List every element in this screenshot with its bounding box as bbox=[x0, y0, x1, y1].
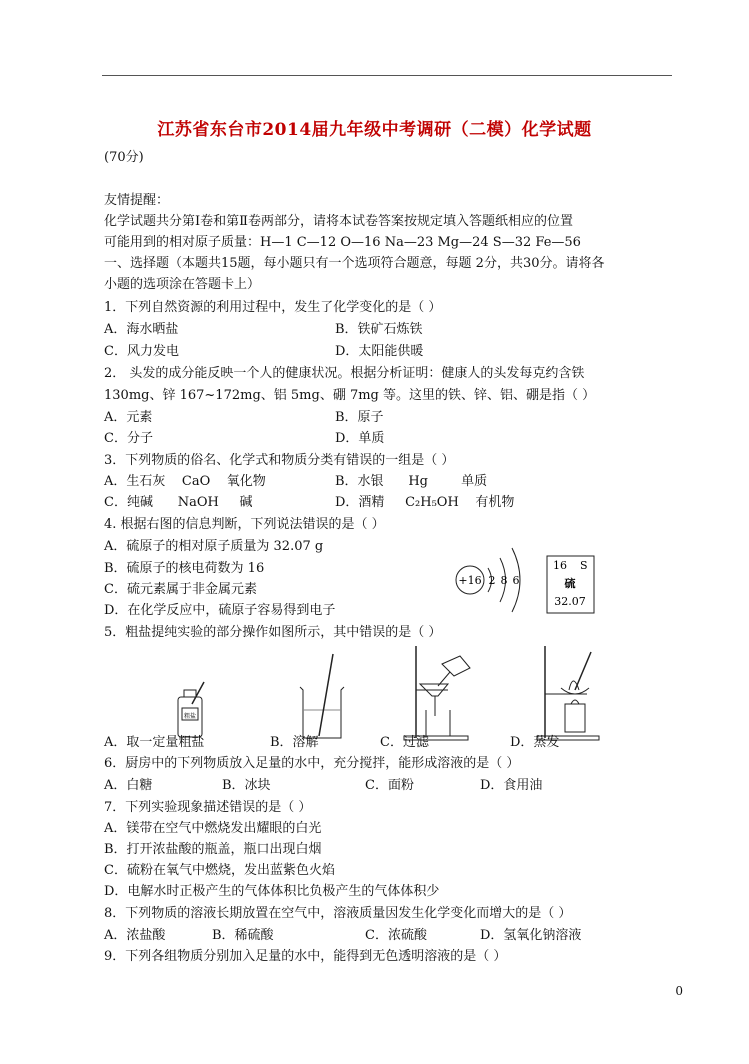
q7-option-c: C．硫粉在氧气中燃烧，发出蓝紫色火焰 bbox=[104, 863, 335, 878]
q6-stem: 6．厨房中的下列物质放入足量的水中，充分搅拌，能形成溶液的是（ ） bbox=[104, 756, 520, 771]
q5-option-b: B．溶解 bbox=[270, 735, 319, 750]
q5-stem: 5．粗盐提纯实验的部分操作如图所示，其中错误的是（ ） bbox=[104, 625, 442, 640]
card-symbol: S bbox=[580, 559, 588, 572]
q7-option-b: B．打开浓盐酸的瓶盖，瓶口出现白烟 bbox=[104, 842, 322, 857]
q3-option-c: C．纯碱 NaOH 碱 bbox=[104, 495, 253, 510]
q5-option-a: A．取一定量粗盐 bbox=[104, 735, 205, 750]
shell-2-electrons: 8 bbox=[500, 574, 508, 587]
q8-option-d: D．氢氧化钠溶液 bbox=[480, 928, 582, 943]
q9-stem: 9．下列各组物质分别加入足量的水中，能得到无色透明溶液的是（ ） bbox=[104, 949, 507, 964]
q3-stem: 3．下列物质的俗名、化学式和物质分类有错误的一组是（ ） bbox=[104, 453, 455, 468]
apparatus-evaporate bbox=[535, 642, 605, 742]
q5-option-d: D．蒸发 bbox=[510, 735, 560, 750]
q7-stem: 7．下列实验现象描述错误的是（ ） bbox=[104, 800, 312, 815]
apparatus-take-salt bbox=[170, 680, 215, 740]
card-atomic-number: 16 bbox=[553, 559, 567, 572]
tip-line-2: 可能用到的相对原子质量：H—1 C—12 O—16 Na—23 Mg—24 S—32 Fe—56 bbox=[104, 235, 581, 250]
q2-option-d: D．单质 bbox=[335, 431, 385, 446]
card-name: 硫 bbox=[564, 577, 576, 590]
q3-option-b: B．水银 Hg 单质 bbox=[335, 474, 488, 489]
q8-stem: 8．下列物质的溶液长期放置在空气中，溶液质量因发生化学变化而增大的是（ ） bbox=[104, 906, 572, 921]
q4-option-a: A．硫原子的相对原子质量为 32.07 g bbox=[104, 539, 324, 554]
q4-option-d: D．在化学反应中，硫原子容易得到电子 bbox=[104, 603, 336, 618]
q1-option-d: D．太阳能供暖 bbox=[335, 344, 424, 359]
q8-option-b: B．稀硫酸 bbox=[212, 928, 274, 943]
card-mass: 32.07 bbox=[554, 595, 586, 608]
q2-option-a: A．元素 bbox=[104, 410, 153, 425]
apparatus-dissolve bbox=[295, 652, 350, 742]
apparatus-filter bbox=[398, 642, 478, 742]
tip-label: 友情提醒： bbox=[104, 193, 170, 208]
q1-stem: 1．下列自然资源的利用过程中，发生了化学变化的是（ ） bbox=[104, 300, 442, 315]
q8-option-a: A．浓盐酸 bbox=[104, 928, 166, 943]
q8-option-c: C．浓硫酸 bbox=[365, 928, 427, 943]
q6-option-a: A．白糖 bbox=[104, 778, 153, 793]
q5-option-c: C．过滤 bbox=[380, 735, 429, 750]
shell-3-electrons: 6 bbox=[512, 574, 520, 587]
q1-option-b: B．铁矿石炼铁 bbox=[335, 322, 423, 337]
score-text: (70分) bbox=[104, 150, 144, 165]
q6-option-b: B．冰块 bbox=[222, 778, 271, 793]
tip-line-1: 化学试题共分第Ⅰ卷和第Ⅱ卷两部分，请将本试卷答案按规定填入答题纸相应的位置 bbox=[104, 214, 573, 229]
q2-option-c: C．分子 bbox=[104, 431, 153, 446]
q3-option-d: D．酒精 C₂H₅OH 有机物 bbox=[335, 495, 515, 510]
q7-option-a: A．镁带在空气中燃烧发出耀眼的白光 bbox=[104, 821, 322, 836]
element-card bbox=[546, 555, 596, 615]
q2-stem-2: 130mg、锌 167~172mg、铝 5mg、硼 7mg 等。这里的铁、锌、铝、硼是指（ ） bbox=[104, 388, 596, 403]
q7-option-d: D．电解水时正极产生的气体体积比负极产生的气体体积少 bbox=[104, 884, 440, 899]
q1-option-c: C．风力发电 bbox=[104, 344, 179, 359]
jar-label: 粗盐 bbox=[183, 713, 197, 720]
q2-option-b: B．原子 bbox=[335, 410, 384, 425]
q3-option-a: A．生石灰 CaO 氧化物 bbox=[104, 474, 266, 489]
header-rule bbox=[102, 75, 672, 76]
sulfur-atom-diagram bbox=[448, 540, 538, 620]
q6-option-c: C．面粉 bbox=[365, 778, 414, 793]
section-heading: 一、选择题（本题共15题，每小题只有一个选项符合题意，每题 2分，共30分。请将各 bbox=[104, 256, 605, 271]
q6-option-d: D．食用油 bbox=[480, 778, 543, 793]
shell-1-electrons: 2 bbox=[488, 574, 496, 587]
q4-stem: 4. 根据右图的信息判断，下列说法错误的是（ ） bbox=[104, 517, 385, 532]
section-heading-cont: 小题的选项涂在答题卡上） bbox=[104, 277, 261, 292]
q1-option-a: A．海水晒盐 bbox=[104, 322, 179, 337]
q4-option-c: C．硫元素属于非金属元素 bbox=[104, 582, 257, 597]
page-title: 江苏省东台市2014届九年级中考调研（二模）化学试题 bbox=[157, 120, 592, 140]
q4-option-b: B．硫原子的核电荷数为 16 bbox=[104, 561, 265, 576]
page-number: 0 bbox=[675, 984, 683, 998]
nucleus-charge: +16 bbox=[458, 574, 482, 587]
q2-stem-1: 2． 头发的成分能反映一个人的健康状况。根据分析证明：健康人的头发每克约含铁 bbox=[104, 366, 585, 381]
